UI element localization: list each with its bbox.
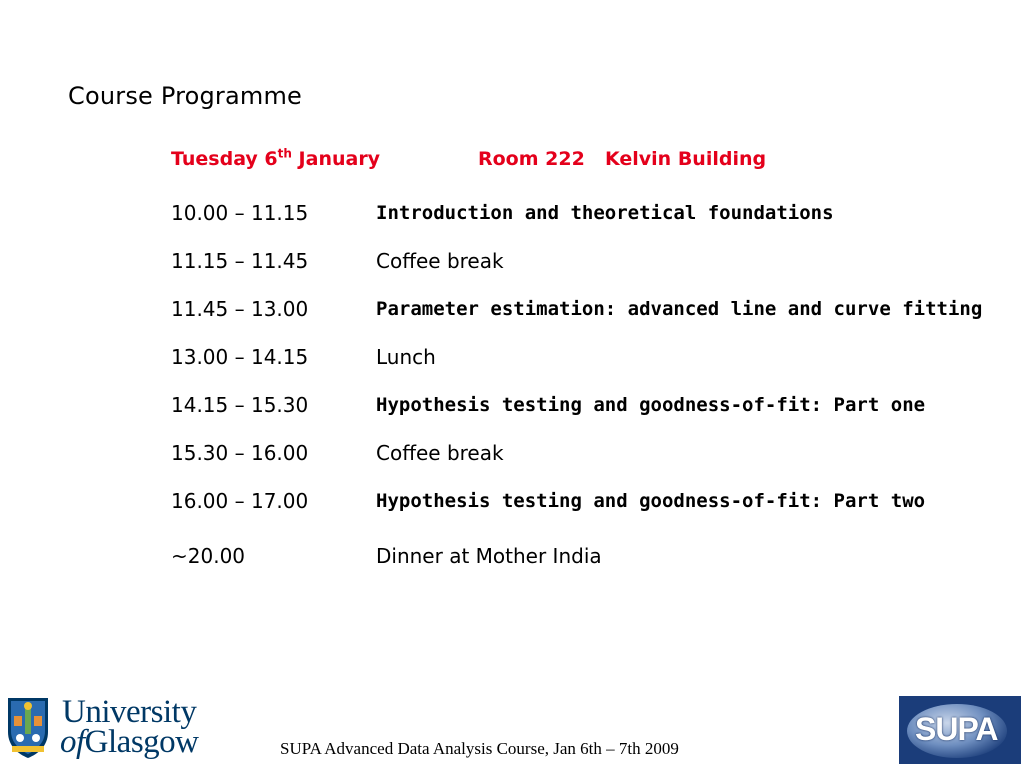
schedule-time: 16.00 – 17.00: [171, 489, 309, 513]
schedule-time: 14.15 – 15.30: [171, 393, 309, 417]
session-day-suffix: th: [277, 146, 292, 161]
schedule-time: 13.00 – 14.15: [171, 345, 309, 369]
schedule-activity: Parameter estimation: advanced line and curve fitting: [376, 298, 983, 320]
session-day: [171, 148, 380, 170]
university-wordmark-line1: University: [62, 694, 197, 730]
university-wordmark-line2: [60, 724, 199, 761]
supa-wordmark: SUPA: [915, 711, 998, 747]
university-wordmark-glasgow: Glasgow: [84, 724, 199, 760]
schedule-time: 11.45 – 13.00: [171, 297, 309, 321]
schedule-time: 10.00 – 11.15: [171, 201, 309, 225]
schedule-activity: Introduction and theoretical foundations: [376, 202, 834, 224]
schedule-activity: Lunch: [376, 345, 436, 369]
schedule-time: ~20.00: [171, 544, 246, 568]
supa-logo: [899, 696, 1021, 764]
university-wordmark-of: of: [60, 724, 85, 760]
university-crest-icon: [6, 696, 50, 760]
schedule-activity: Dinner at Mother India: [376, 544, 602, 568]
session-day-prefix: Tuesday 6: [171, 148, 278, 170]
footer-caption: SUPA Advanced Data Analysis Course, Jan 6th – 7th 2009: [280, 739, 679, 758]
session-building: Kelvin Building: [605, 148, 767, 170]
schedule-time: 11.15 – 11.45: [171, 249, 309, 273]
schedule-time: 15.30 – 16.00: [171, 441, 309, 465]
session-month: January: [291, 148, 381, 170]
page-title: Course Programme: [68, 82, 303, 110]
schedule-activity: Hypothesis testing and goodness-of-fit: Part two: [376, 490, 926, 512]
university-of-glasgow-logo: [6, 696, 221, 762]
session-room: Room 222: [478, 148, 585, 170]
schedule-activity: Hypothesis testing and goodness-of-fit: Part one: [376, 394, 926, 416]
schedule-activity: Coffee break: [376, 441, 504, 465]
schedule-activity: Coffee break: [376, 249, 504, 273]
